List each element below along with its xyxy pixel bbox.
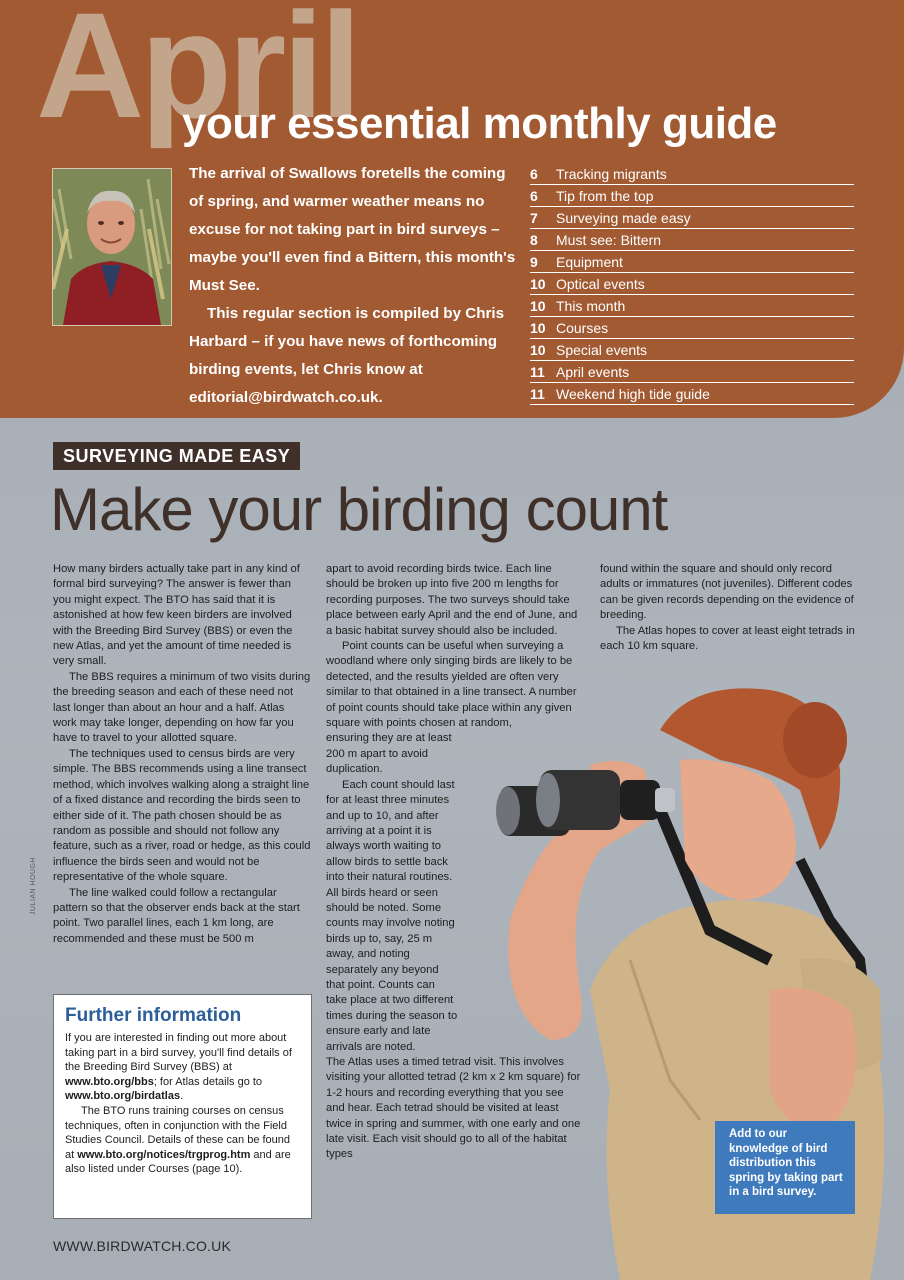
intro-paragraph-1: The arrival of Swallows foretells the coming of spring, and warmer weather means no excuse for not taking part in bird surveys – maybe you'll even find a Bittern, this month's Must See. [189, 165, 516, 294]
contents-item[interactable] [530, 164, 854, 185]
contents-page: 10 [530, 320, 546, 336]
contents-item[interactable] [530, 274, 854, 295]
article-column-3 [600, 562, 858, 654]
guide-subtitle: your essential monthly guide [182, 99, 777, 148]
contents-label: Equipment [556, 254, 623, 270]
info-text: If you are interested in finding out more about taking part in a bird survey, you'll find details of the Breeding Bird Survey (BBS) at [65, 1032, 292, 1074]
body-paragraph: Point counts can be useful when surveying a woodland where only singing birds are likely to be detected, and the results yielded are often very similar to that obtained in a line transect. A number of point counts should take place within any given square with points chosen at random, [326, 640, 577, 730]
info-box-title: Further information [65, 1005, 242, 1026]
photo-caption: Add to our knowledge of bird distribution this spring by taking part in a bird survey. [715, 1121, 855, 1214]
article-headline: Make your birding count [50, 476, 668, 543]
contents-label: Weekend high tide guide [556, 386, 710, 402]
body-paragraph: The BBS requires a minimum of two visits during the breeding season and each of these need not last longer than about an hour and a half. Atlas work may take longer, depending on how far you have to travel to your allotted square. [53, 670, 311, 745]
contents-page: 10 [530, 342, 546, 358]
body-paragraph: found within the square and should only record adults or immatures (not juveniles). Different codes can be given records depending on the evidence of breeding. [600, 563, 854, 622]
info-text: ; for Atlas details go to [153, 1075, 263, 1088]
contents-label: Surveying made easy [556, 210, 691, 226]
contents-item[interactable] [530, 230, 854, 251]
contents-item[interactable] [530, 340, 854, 361]
contents-page: 7 [530, 210, 538, 226]
contents-item[interactable] [530, 384, 854, 405]
info-text: and are also listed under Courses (page 10). [65, 1148, 291, 1176]
contents-page: 9 [530, 254, 538, 270]
intro-text [189, 160, 521, 412]
info-text: The BTO runs training courses on census techniques, often in conjunction with the Field Studies Council. Details of these can be found at [65, 1104, 291, 1161]
contents-label: Special events [556, 342, 648, 358]
contents-label: Optical events [556, 276, 645, 292]
month-title: April [36, 0, 358, 149]
body-paragraph: How many birders actually take part in any kind of formal bird surveying? The answer is fewer than you might expect. The BTO has said that it is astonished at how few keen birders are involved with the Breeding Bird Survey (BBS) or even the new Atlas, and yet the amount of time needed is very small. [53, 563, 300, 668]
contents-item[interactable] [530, 318, 854, 339]
article-column-2 [326, 562, 584, 1163]
contents-label: April events [556, 364, 630, 380]
editor-portrait [52, 168, 172, 326]
contents-label: Must see: Bittern [556, 232, 662, 248]
body-paragraph: The Atlas hopes to cover at least eight tetrads in each 10 km square. [600, 624, 855, 653]
contents-page: 8 [530, 232, 538, 248]
contents-label: This month [556, 298, 626, 314]
contents-page: 6 [530, 188, 538, 204]
body-paragraph: The Atlas uses a timed tetrad visit. This involves visiting your allotted tetrad (2 km x 2 km square) for 1-2 hours and recording everything that you see and hear. Each tetrad should be visited at least twice in spring and summer, with one early and one late visit. Each visit should go to all of the habitat types [326, 1056, 581, 1161]
info-text: . [180, 1090, 184, 1103]
contents-page: 10 [530, 298, 546, 314]
contents-label: Courses [556, 320, 609, 336]
contents-page: 11 [530, 386, 545, 402]
body-paragraph: Each count should last for at least three minutes and up to 10, and after arriving at a point it is always worth waiting to allow birds to settle back into their natural routines. All birds heard or seen should be noted. Some counts may involve noting birds up to, say, 25 m away, and noting separately any beyond that point. Counts can take place at two different times during the season to ensure early and late arrivals are noted. [326, 778, 458, 1053]
header-band [0, 0, 904, 418]
info-box-paragraph-1 [65, 1031, 301, 1104]
birdatlas-link[interactable]: www.bto.org/birdatlas [65, 1090, 181, 1103]
training-courses-link[interactable]: www.bto.org/notices/trgprog.htm [77, 1148, 251, 1161]
contents-item[interactable] [530, 208, 854, 229]
contents-page: 11 [530, 364, 545, 380]
contents-item[interactable] [530, 296, 854, 317]
body-paragraph: The line walked could follow a rectangular pattern so that the observer ends back at the start point. Two parallel lines, each 1 km long, are recommended and these must be 500 m [53, 886, 300, 945]
body-paragraph: ensuring they are at least 200 m apart to avoid duplication. [326, 732, 452, 776]
contents-label: Tip from the top [556, 188, 654, 204]
contents-list [530, 164, 854, 406]
further-information-box [53, 994, 312, 1219]
photo-credit: JULIAN HOUGH [30, 856, 37, 915]
narrow-text-block [326, 731, 458, 1055]
intro-paragraph-2: This regular section is compiled by Chris Harbard – if you have news of forthcoming birding events, let Chris know at editorial@birdwatch.co.uk. [189, 305, 505, 406]
website-footer[interactable]: WWW.BIRDWATCH.CO.UK [53, 1238, 232, 1254]
contents-item[interactable] [530, 362, 854, 383]
body-paragraph: The techniques used to census birds are very simple. The BBS recommends using a line transect method, which involves walking along a straight line of a fixed distance and recording the birds seen to either side of it. The path chosen should be as random as possible and should not follow any feature, such as a river, road or hedge, as this could influence the birds seen and would not be representative of the whole square. [53, 747, 311, 884]
info-box-paragraph-2 [65, 1104, 301, 1177]
contents-item[interactable] [530, 252, 854, 273]
body-paragraph: apart to avoid recording birds twice. Each line should be broken up into five 200 m lengths for recording purposes. The two surveys should take place between early April and the end of June, and a basic habitat survey should also be included. [326, 563, 578, 637]
contents-page: 6 [530, 166, 538, 182]
contents-label: Tracking migrants [556, 166, 667, 182]
contents-page: 10 [530, 276, 546, 292]
portrait-illustration [53, 169, 171, 325]
article-column-1 [53, 562, 311, 947]
bbs-link[interactable]: www.bto.org/bbs [65, 1075, 154, 1088]
section-kicker: SURVEYING MADE EASY [53, 442, 300, 470]
contents-item[interactable] [530, 186, 854, 207]
